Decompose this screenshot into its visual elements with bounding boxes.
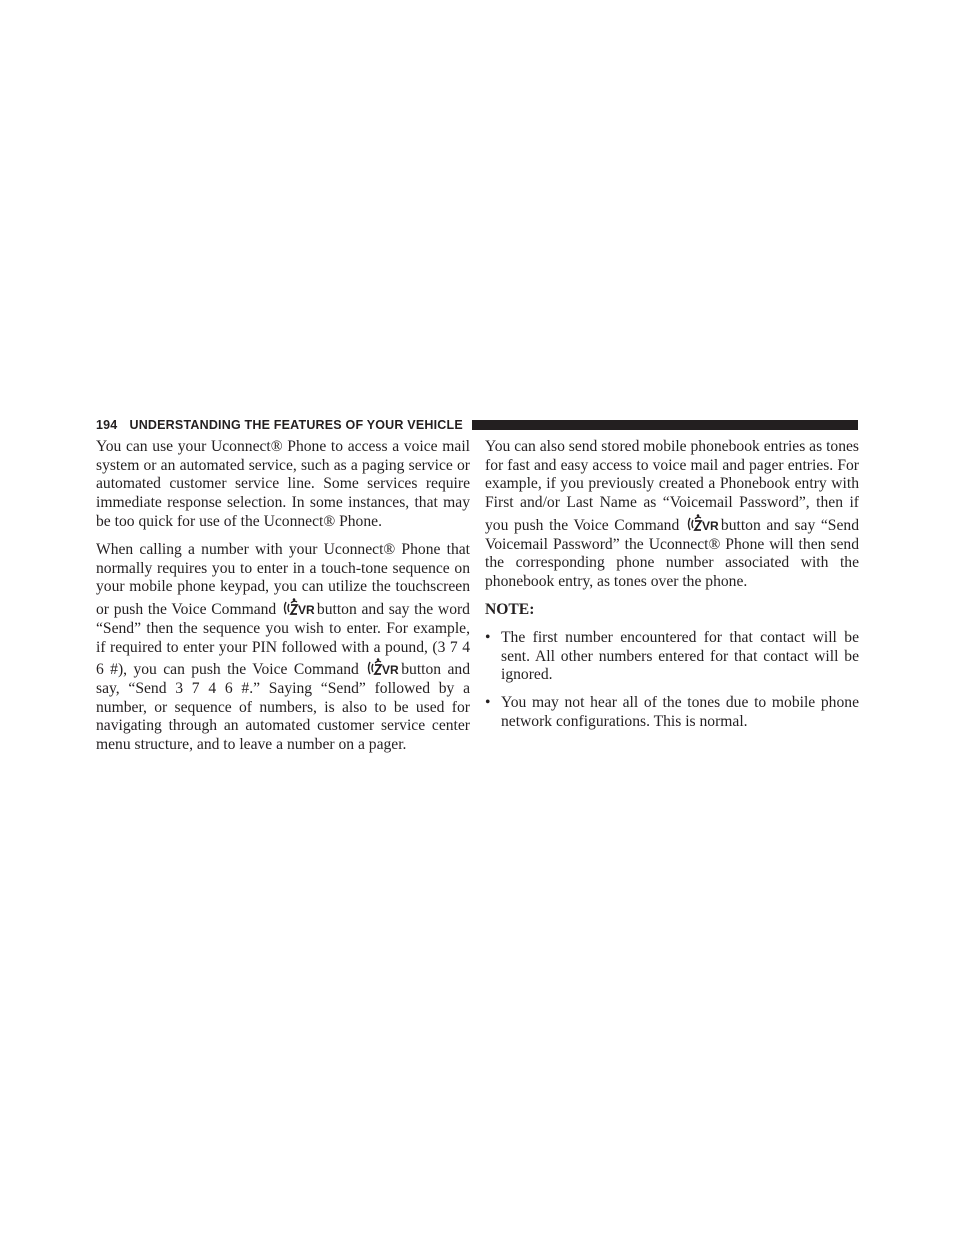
- paragraph-text: button and say “Send Voicemail Password” the Uconnect® Phone will then send the corresponding phone number associated with the phonebook entry, as tones over the phone.: [485, 516, 859, 590]
- page-number: 194: [96, 418, 118, 432]
- paragraph-voicemail-access: You can use your Uconnect® Phone to access a voice mail system or an automated service, such as a paging service or automated customer service line. Some services require immediate response selection. In some instances, that may be too quick for use of the Uconnect® Phone.: [96, 438, 470, 530]
- list-item: • You may not hear all of the tones due to mobile phone network configurations. This is normal.: [485, 693, 859, 730]
- paragraph-text: When calling a number with your Uconnect® Phone that normally requires you to enter in a touch-tone sequence on your mobile phone keypad, you can utilize the touchscreen or push the Voice Command: [96, 541, 470, 619]
- left-column: [96, 438, 470, 764]
- svg-text:VR: VR: [297, 603, 315, 618]
- voice-command-icon: [686, 513, 720, 533]
- note-list: [485, 629, 859, 732]
- svg-text:VR: VR: [382, 663, 399, 678]
- note-heading: NOTE:: [485, 601, 535, 619]
- list-item: • The first number encountered for that contact will be sent. All other numbers entered for that contact will be ignored.: [485, 628, 859, 684]
- bullet-icon: •: [485, 628, 491, 646]
- paragraph-phonebook-tones: [485, 438, 859, 592]
- voice-command-icon: [282, 597, 316, 617]
- paragraph-text: You can also send stored mobile phonebook entries as tones for fast and easy access to voice mail and pager entries. For example, if you previously created a Phonebook entry with First and/or Last Name as “Voicemail Password”, then if you push the Voice Command: [485, 438, 859, 534]
- header-rule: [472, 420, 858, 430]
- bullet-icon: •: [485, 693, 491, 711]
- right-column: [485, 438, 859, 740]
- paragraph-send-sequence: [96, 541, 470, 755]
- voice-command-icon: [366, 657, 400, 677]
- paragraph-text: button and say, “Send 3 7 4 6 #.” Saying “Send” followed by a number, or sequence of numbers, is also to be used for navigating through an automated customer service center menu structure, and to leave a number on a pager.: [96, 661, 470, 754]
- paragraph-text: button and say the word “Send” then the sequence you wish to enter. For example, if required to enter your PIN followed with a pound, (3 7 4 6 #), you can push the Voice Command: [96, 601, 470, 679]
- section-title: UNDERSTANDING THE FEATURES OF YOUR VEHICLE: [129, 418, 463, 432]
- svg-text:VR: VR: [701, 518, 719, 533]
- page-header: [96, 417, 858, 433]
